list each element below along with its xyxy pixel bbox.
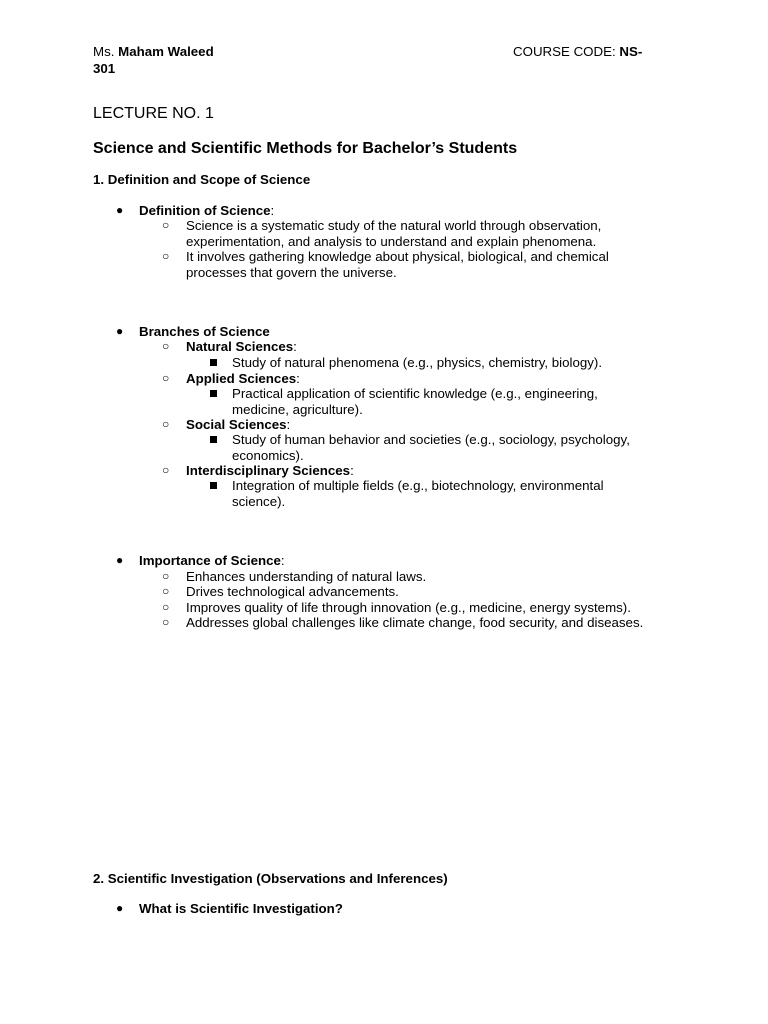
branch-social-detail-line-1: Study of human behavior and societies (e.g., sociology, psychology, — [232, 432, 630, 447]
branch-label: Interdisciplinary Sciences — [186, 463, 351, 478]
branch-label: Applied Sciences — [186, 371, 297, 386]
circle-bullet-icon: ○ — [162, 371, 170, 385]
branch-social-detail-line-2: economics). — [232, 448, 304, 463]
branch-interdisciplinary-detail-line-1: Integration of multiple fields (e.g., biotechnology, environmental — [232, 478, 604, 493]
importance-colon: : — [280, 553, 285, 568]
definition-item-1-line-2: experimentation, and analysis to understand and explain phenomena. — [186, 234, 597, 249]
lecture-number: LECTURE NO. 1 — [93, 105, 214, 122]
importance-item-1: Enhances understanding of natural laws. — [186, 569, 427, 584]
definition-item-2-line-1: It involves gathering knowledge about physical, biological, and chemical — [186, 249, 609, 264]
circle-bullet-icon: ○ — [162, 615, 170, 629]
definition-item-2-line-2: processes that govern the universe. — [186, 265, 397, 280]
importance-heading — [139, 553, 285, 569]
importance-item-4: Addresses global challenges like climate change, food security, and diseases. — [186, 615, 644, 630]
branch-interdisciplinary — [186, 463, 354, 479]
importance-label: Importance of Science — [139, 553, 281, 568]
name-prefix: Ms. — [93, 44, 115, 59]
circle-bullet-icon: ○ — [162, 218, 170, 232]
branch-colon: : — [286, 417, 291, 432]
square-bullet-icon — [210, 390, 217, 397]
circle-bullet-icon: ○ — [162, 249, 170, 263]
branch-colon: : — [293, 339, 297, 354]
branch-applied-detail-line-1: Practical application of scientific knowledge (e.g., engineering, — [232, 386, 598, 401]
branch-applied — [186, 371, 300, 387]
section-2-heading: 2. Scientific Investigation (Observations and Inferences) — [93, 871, 448, 886]
branch-natural — [186, 339, 297, 355]
definition-label: Definition of Science — [139, 203, 271, 218]
branch-colon: : — [350, 463, 354, 478]
square-bullet-icon — [210, 482, 217, 489]
circle-bullet-icon: ○ — [162, 569, 170, 583]
circle-bullet-icon: ○ — [162, 600, 170, 614]
section-1-heading: 1. Definition and Scope of Science — [93, 172, 311, 187]
author-line — [93, 44, 214, 60]
branch-applied-detail-line-2: medicine, agriculture). — [232, 402, 363, 417]
importance-item-2: Drives technological advancements. — [186, 584, 399, 599]
bullet-icon: ● — [116, 553, 124, 567]
course-code-label: COURSE CODE: — [513, 44, 616, 59]
branch-label: Social Sciences — [186, 417, 287, 432]
definition-colon: : — [270, 203, 275, 218]
branch-social — [186, 417, 290, 433]
author-name: Maham Waleed — [118, 44, 214, 59]
course-code-value-part1: NS- — [619, 44, 643, 59]
document-title: Science and Scientific Methods for Bachelor’s Students — [93, 140, 518, 157]
square-bullet-icon — [210, 436, 217, 443]
definition-item-1-line-1: Science is a systematic study of the natural world through observation, — [186, 218, 602, 233]
investigation-question: What is Scientific Investigation? — [139, 901, 343, 916]
definition-heading — [139, 203, 274, 219]
course-code-value-part2: 301 — [93, 61, 116, 76]
bullet-icon: ● — [116, 324, 124, 338]
course-code — [513, 44, 642, 60]
importance-item-3: Improves quality of life through innovation (e.g., medicine, energy systems). — [186, 600, 631, 615]
square-bullet-icon — [210, 359, 217, 366]
branch-interdisciplinary-detail-line-2: science). — [232, 494, 286, 509]
branch-natural-detail: Study of natural phenomena (e.g., physics, chemistry, biology). — [232, 355, 603, 370]
branch-label: Natural Sciences — [186, 339, 294, 354]
bullet-icon: ● — [116, 901, 124, 915]
circle-bullet-icon: ○ — [162, 417, 170, 431]
circle-bullet-icon: ○ — [162, 463, 170, 477]
circle-bullet-icon: ○ — [162, 339, 170, 353]
bullet-icon: ● — [116, 203, 124, 217]
circle-bullet-icon: ○ — [162, 584, 170, 598]
branch-colon: : — [296, 371, 300, 386]
branches-heading: Branches of Science — [139, 324, 270, 339]
